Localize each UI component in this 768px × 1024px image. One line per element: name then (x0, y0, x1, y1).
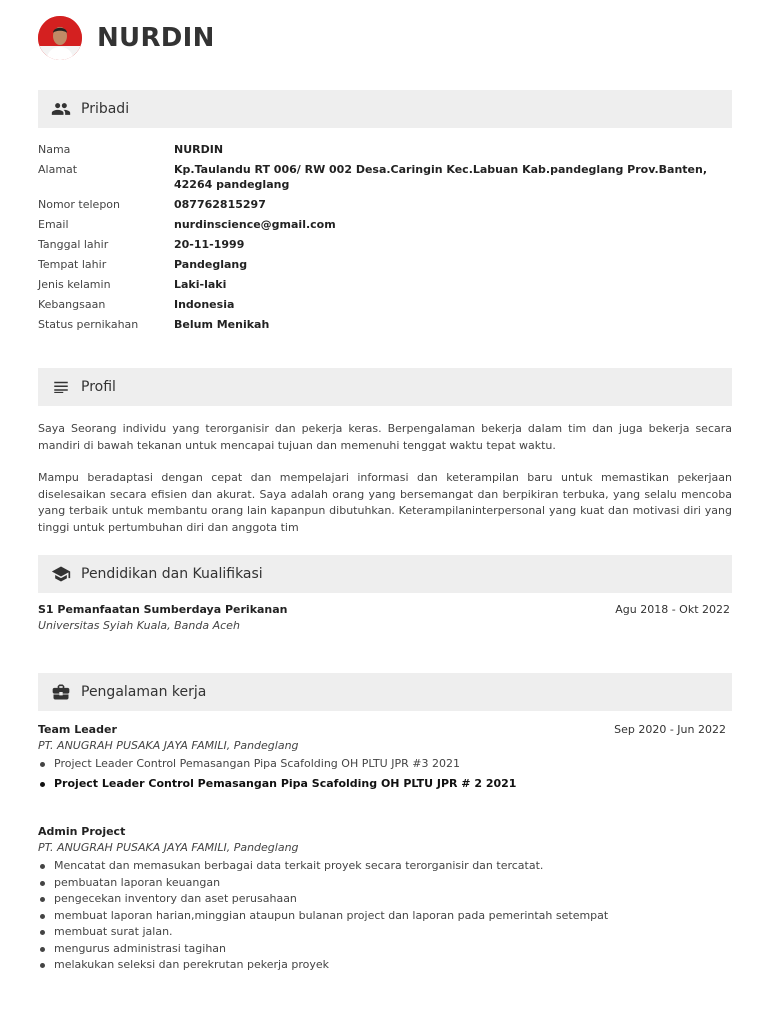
info-label: Email (38, 218, 69, 231)
company: PT. ANUGRAH PUSAKA JAYA FAMILI, Pandeglang (38, 739, 299, 752)
list-item: Mencatat dan memasukan berbagai data terkait proyek secara terorganisir dan tercatat. (38, 858, 730, 875)
degree-title: S1 Pemanfaatan Sumberdaya Perikanan (38, 603, 288, 616)
section-profil (38, 368, 732, 406)
info-value: Indonesia (174, 298, 235, 311)
list-item: pengecekan inventory dan aset perusahaan (38, 891, 730, 908)
info-row-tanggal-lahir (38, 237, 732, 252)
list-item: membuat surat jalan. (38, 924, 730, 941)
info-value: nurdinscience@gmail.com (174, 218, 336, 231)
profile-paragraph: Mampu beradaptasi dengan cepat dan mempelajari informasi dan keterampilan baru untuk memastikan pekerjaan diselesaikan secara efisien dan akurat. Saya adalah orang yang bersemangat dan berpikiran terbuka, yang selalu mencoba yang terbaik untuk membantu orang lain kapanpun dibutuhkan. Keterampilaninterpersonal yang kuat dan motivasi diri yang tinggi untuk pertumbuhan diri dan anggota tim (38, 471, 732, 534)
info-value: 087762815297 (174, 198, 266, 211)
info-row-kebangsaan (38, 297, 732, 312)
experience-entry-admin-project (38, 825, 730, 974)
info-row-nama (38, 142, 732, 157)
list-item: melakukan seleksi dan perekrutan pekerja proyek (38, 957, 730, 974)
info-value: 20-11-1999 (174, 238, 245, 251)
job-bullets (38, 858, 730, 974)
briefcase-icon (50, 681, 72, 703)
info-row-status-pernikahan (38, 317, 732, 332)
profile-paragraph: Saya Seorang individu yang terorganisir dan pekerja keras. Berpengalaman bekerja dalam tim dan juga bekerja secara mandiri di bawah tekanan untuk mencapai tujuan dan memenuhi tenggat waktu tepat waktu. (38, 422, 732, 452)
info-label: Tanggal lahir (38, 238, 109, 251)
job-title: Team Leader (38, 723, 117, 736)
info-value: Pandeglang (174, 258, 248, 271)
list-item: membuat laporan harian,minggian ataupun bulanan project dan laporan pada pemerintah setempat (38, 908, 730, 925)
education-entry (38, 603, 730, 632)
job-dates: Sep 2020 - Jun 2022 (614, 723, 726, 736)
section-pendidikan (38, 555, 732, 593)
education-dates: Agu 2018 - Okt 2022 (615, 603, 730, 616)
info-row-tempat-lahir (38, 257, 732, 272)
section-title: Profil (81, 379, 116, 395)
list-item: pembuatan laporan keuangan (38, 875, 730, 892)
info-value: Laki-laki (174, 278, 227, 291)
section-title: Pengalaman kerja (81, 684, 207, 700)
info-label: Status pernikahan (38, 318, 139, 331)
info-row-email (38, 217, 732, 232)
company: PT. ANUGRAH PUSAKA JAYA FAMILI, Pandeglang (38, 841, 299, 854)
info-row-alamat (38, 162, 732, 192)
graduation-cap-icon (50, 563, 72, 585)
avatar (38, 16, 82, 60)
section-title: Pribadi (81, 101, 130, 117)
job-title: Admin Project (38, 825, 126, 838)
section-pengalaman (38, 673, 732, 711)
info-label: Kebangsaan (38, 298, 106, 311)
section-title: Pendidikan dan Kualifikasi (81, 566, 263, 582)
experience-entry-team-leader (38, 723, 730, 792)
lines-icon (50, 376, 72, 398)
list-item: Project Leader Control Pemasangan Pipa Scafolding OH PLTU JPR # 2 2021 (38, 776, 730, 793)
list-item: mengurus administrasi tagihan (38, 941, 730, 958)
info-value: NURDIN (174, 143, 224, 156)
info-label: Tempat lahir (38, 258, 107, 271)
institution: Universitas Syiah Kuala, Banda Aceh (38, 619, 240, 632)
info-value: Belum Menikah (174, 318, 270, 331)
section-pribadi (38, 90, 732, 128)
info-label: Jenis kelamin (38, 278, 111, 291)
list-item: Project Leader Control Pemasangan Pipa Scafolding OH PLTU JPR #3 2021 (38, 756, 730, 773)
candidate-name: NURDIN (97, 23, 215, 53)
info-label: Alamat (38, 163, 78, 176)
job-bullets (38, 756, 730, 792)
people-icon (50, 98, 72, 120)
info-row-telepon (38, 197, 732, 212)
resume-header (38, 15, 215, 61)
profile-text (38, 421, 732, 552)
info-label: Nomor telepon (38, 198, 121, 211)
info-label: Nama (38, 143, 71, 156)
personal-info (38, 142, 732, 337)
info-row-jenis-kelamin (38, 277, 732, 292)
info-value: Kp.Taulandu RT 006/ RW 002 Desa.Caringin Kec.Labuan Kab.pandeglang Prov.Banten, 42264 pandeglang (174, 163, 708, 191)
